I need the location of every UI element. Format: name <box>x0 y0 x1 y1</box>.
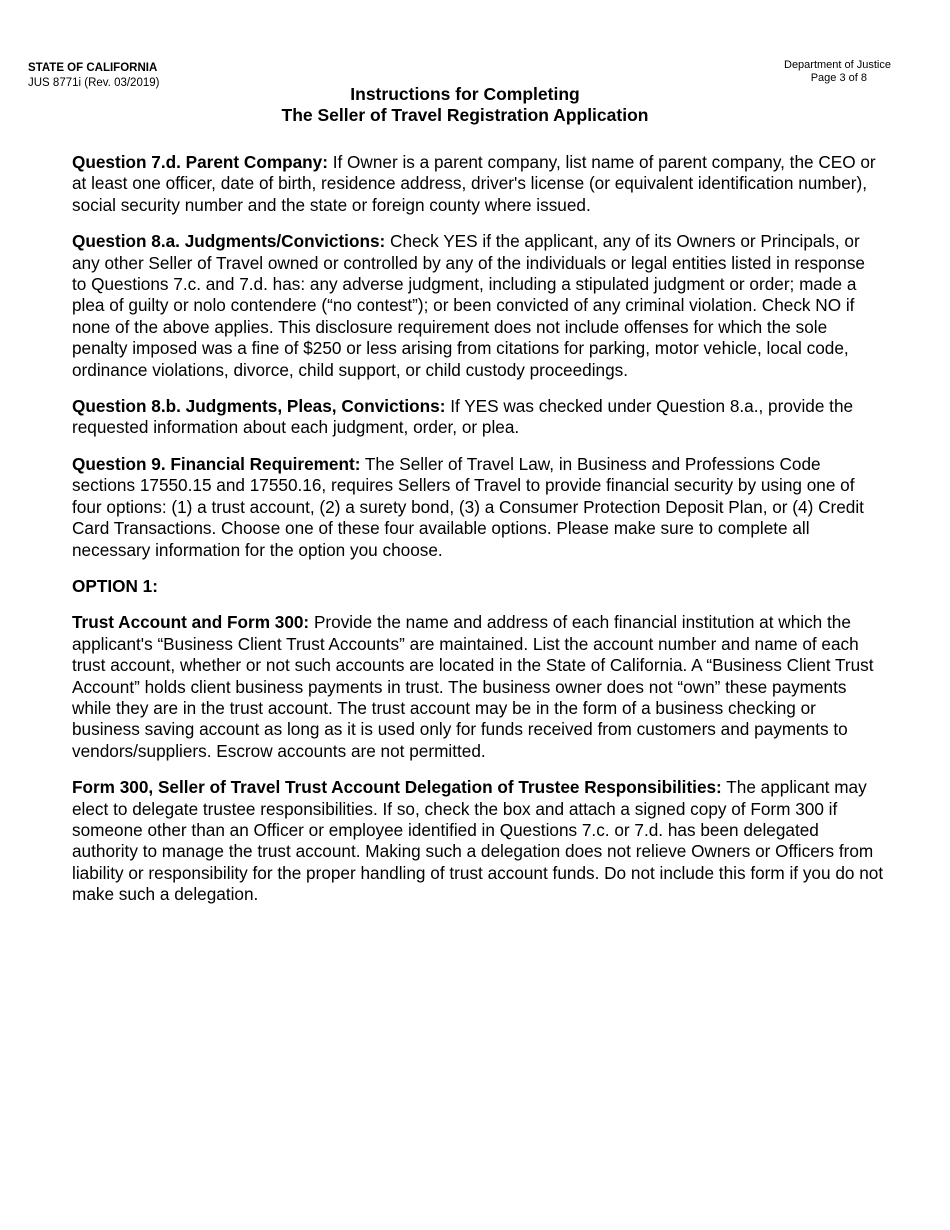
section-question-8a <box>72 231 884 381</box>
section-text: If Owner is a parent company, list name of parent company, the CEO or at least one officer, date of birth, residence address, driver's license (or equivalent identification number), social security number and the state or foreign county where issued. <box>72 152 876 215</box>
instructions-body <box>72 152 884 921</box>
page-number: Page 3 of 8 <box>810 72 867 84</box>
section-heading: Form 300, Seller of Travel Trust Account Delegation of Trustee Responsibilities: <box>72 777 722 798</box>
section-text: The Seller of Travel Law, in Business and Professions Code sections 17550.15 and 17550.16, requires Sellers of Travel to provide financial security by using one of four options: (1) a trust account, (2) a surety bond, (3) a Consumer Protection Deposit Plan, or (4) Credit Card Transactions. Choose one of these four available options. Please make sure to complete all necessary information for the option you choose. <box>72 453 864 560</box>
section-heading: OPTION 1: <box>72 575 158 596</box>
section-trust-account <box>72 612 884 762</box>
section-heading: Question 8.a. Judgments/Convictions: <box>72 231 386 252</box>
section-question-8b <box>72 396 884 439</box>
section-heading: Question 8.b. Judgments, Pleas, Convictions: <box>72 396 446 417</box>
form-id: JUS 8771i (Rev. 03/2019) <box>28 76 160 89</box>
page-title <box>0 84 930 126</box>
section-question-9 <box>72 454 884 561</box>
section-text: If YES was checked under Question 8.a., provide the requested information about each judgment, order, or plea. <box>72 396 854 438</box>
section-heading: Trust Account and Form 300: <box>72 612 310 633</box>
state-label: STATE OF CALIFORNIA <box>28 62 158 74</box>
section-text: Provide the name and address of each financial institution at which the applicant's “Business Client Trust Accounts” are maintained. List the account number and name of each trust account, whether or not such accounts are located in the State of California. A “Business Client Trust Account” holds client business payments in trust. The business owner does not “own” these payments while they are in the trust account. The trust account may be in the form of a business checking or business saving account as long as it is used only for funds received from customers and payments to vendors/suppliers. Escrow accounts are not permitted. <box>72 612 874 761</box>
section-question-7d <box>72 152 884 216</box>
section-heading: Question 9. Financial Requirement: <box>72 453 361 474</box>
title-line-2: The Seller of Travel Registration Application <box>281 105 649 125</box>
section-heading: Question 7.d. Parent Company: <box>72 152 328 172</box>
department-label: Department of Justice <box>784 59 891 71</box>
section-text: Check YES if the applicant, any of its Owners or Principals, or any other Seller of Travel owned or controlled by any of the individuals or legal entities listed in response to Questions 7.c. and 7.d. has: any adverse judgment, including a stipulated judgment or order; made a plea of guilty or nolo contendere (“no contest”); or been convicted of any criminal violation. Check NO if none of the above applies. This disclosure requirement does not include offenses for which the sole penalty imposed was a fine of $250 or less arising from citations for parking, motor vehicle, local code, ordinance violations, divorce, child support, or child custody proceedings. <box>72 231 865 380</box>
form-header-right <box>691 59 891 85</box>
title-line-1: Instructions for Completing <box>350 84 580 104</box>
section-option-1 <box>72 576 884 597</box>
section-text: The applicant may elect to delegate trustee responsibilities. If so, check the box and attach a signed copy of Form 300 if someone other than an Officer or employee identified in Questions 7.c. or 7.d. has been delegated authority to manage the trust account. Making such a delegation does not relieve Owners or Officers from liability or responsibility for the proper handling of trust account funds. Do not include this form if you do not make such a delegation. <box>72 777 884 905</box>
section-form-300 <box>72 777 884 905</box>
